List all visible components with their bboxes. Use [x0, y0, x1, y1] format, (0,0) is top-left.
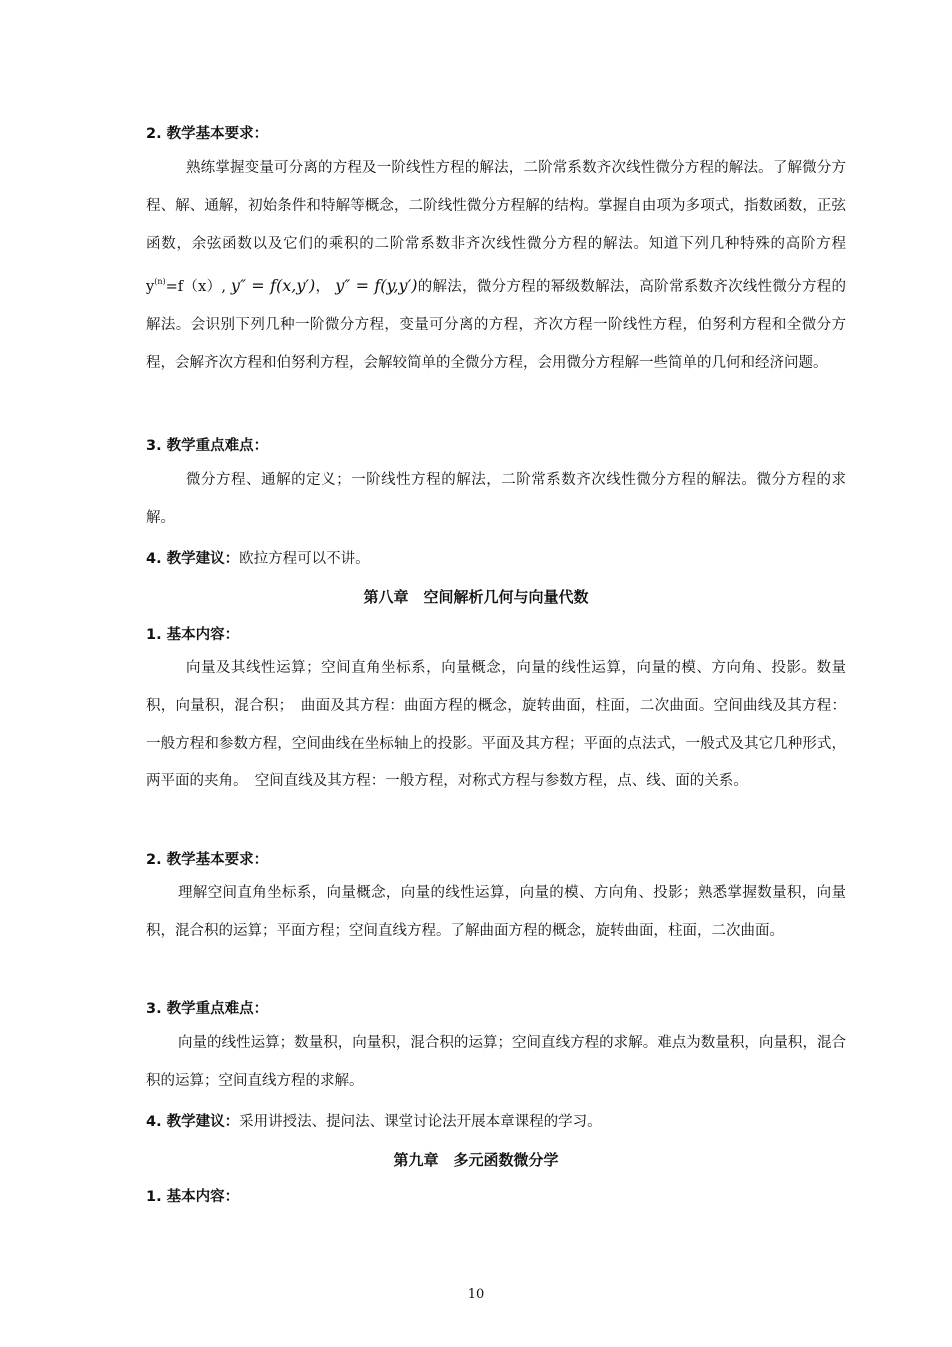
paragraph-requirements-8: 理解空间直角坐标系，向量概念，向量的线性运算，向量的模、方向角、投影；熟悉掌握数量积，向量积，混合积的运算；平面方程；空间直线方程。了解曲面方程的概念，旋转曲面，柱面，二次曲面。 — [146, 885, 846, 939]
section-heading-suggestions-8: 4. 教学建议：采用讲授法、提问法、课堂讨论法开展本章课程的学习。 — [146, 1114, 602, 1130]
section-heading-requirements-8: 2. 教学基本要求： — [146, 852, 269, 868]
section-heading-content-9: 1. 基本内容： — [146, 1189, 240, 1205]
formula-2: y″ = f(y,y′) — [335, 276, 418, 296]
section-heading-key-points: 3. 教学重点难点： — [146, 438, 269, 454]
chapter-title-8: 第八章 空间解析几何与向量代数 — [363, 588, 589, 606]
paragraph-content: 向量及其线性运算；空间直角坐标系，向量概念，向量的线性运算，向量的模、方向角、投影。数量积，向量积，混合积； 曲面及其方程：曲面方程的概念，旋转曲面，柱面，二次曲面。空间曲线及其方程：一般方程和参数方程，空间曲线在坐标轴上的投影。平面及其方程；平面的点法式，一般式及其它几种形式，两平面的夹角。 空间直线及其方程：一般方程，对称式方程与参数方程，点、线、面的关系。 — [146, 660, 846, 790]
section-heading-requirements: 2. 教学基本要求： — [146, 126, 269, 142]
section-heading-key-points-8: 3. 教学重点难点： — [146, 1001, 269, 1017]
paragraph-key-points-8: 向量的线性运算；数量积，向量积，混合积的运算；空间直线方程的求解。难点为数量积，向量积，混合积的运算；空间直线方程的求解。 — [146, 1035, 846, 1089]
paragraph-key-points: 微分方程、通解的定义；一阶线性方程的解法，二阶常系数齐次线性微分方程的解法。微分方程的求解。 — [146, 472, 846, 526]
section-heading-content: 1. 基本内容： — [146, 627, 240, 643]
formula-1: y″ = f(x,y′) — [230, 276, 316, 296]
chapter-title-9: 第九章 多元函数微分学 — [393, 1151, 559, 1169]
paragraph-requirements: 熟练掌握变量可分离的方程及一阶线性方程的解法，二阶常系数齐次线性微分方程的解法。了解微分方程、解、通解，初始条件和特解等概念，二阶线性微分方程解的结构。掌握自由项为多项式，指数函数，正弦函数，余弦函数以及它们的乘积的二阶常系数非齐次线性微分方程的解法。知道下列几种特殊的高阶方程 $y^{(n)}=f(x)$, y″ = f(x,y′)， y″ = f(y,y′)的解法，微分方程的幂级数解法，高阶常系数齐次线性微分方程的解法。会识别下列几种一阶微分方程，变量可分离的方程，齐次方程一阶线性方程，伯努利方程和全微分方程，会解齐次方程和伯努利方程，会解较简单的全微分方程，会用微分方程解一些简单的几何和经济问题。 — [146, 160, 847, 371]
page-number: 10 — [467, 1287, 485, 1302]
section-heading-suggestions: 4. 教学建议：欧拉方程可以不讲。 — [146, 551, 370, 567]
